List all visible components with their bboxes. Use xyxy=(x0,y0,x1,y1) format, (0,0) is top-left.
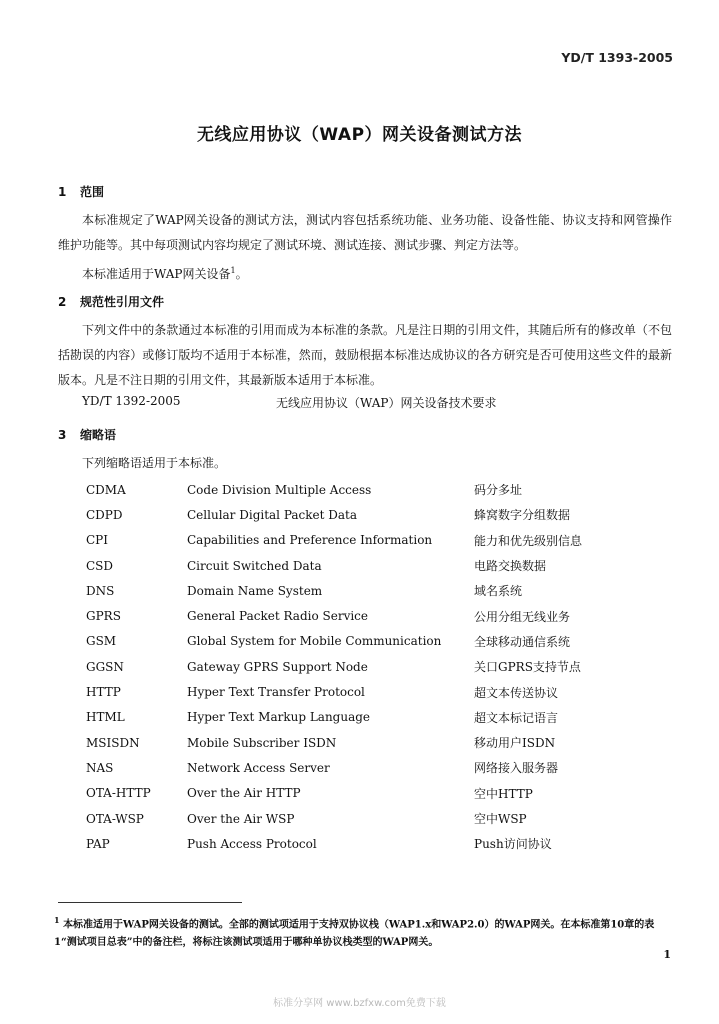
section-number: 1 xyxy=(58,185,67,199)
applicability-text: 本标准适用于WAP网关设备 xyxy=(82,267,231,281)
abbreviation-row xyxy=(86,781,646,806)
abbreviation-row xyxy=(86,755,646,780)
section-title: 缩略语 xyxy=(80,428,117,442)
chinese-term: 域名系统 xyxy=(474,584,523,599)
abbreviation: GGSN xyxy=(86,659,124,674)
footnote-text: 本标准适用于WAP网关设备的测试。全部的测试项适用于支持双协议栈（WAP1.x和WAP2.0）的WAP网关。在本标准第10章的表1“测试项目总表”中的备注栏，将标注该测试项适用于哪种单协议栈类型的WAP网关。 xyxy=(54,919,655,949)
abbreviation: MSISDN xyxy=(86,735,140,750)
chinese-term: 电路交换数据 xyxy=(474,559,547,574)
watermark: 标准分享网 www.bzfxw.com免费下载 xyxy=(273,998,446,1009)
chinese-term: 移动用户ISDN xyxy=(474,736,556,751)
abbreviation: HTTP xyxy=(86,685,121,700)
section-2-heading xyxy=(58,293,164,310)
english-term: Push Access Protocol xyxy=(187,836,317,851)
english-term: Cellular Digital Packet Data xyxy=(187,507,358,522)
section-number: 2 xyxy=(58,295,67,309)
chinese-term: 网络接入服务器 xyxy=(474,761,559,776)
abbreviation: NAS xyxy=(86,760,114,775)
chinese-term: 全球移动通信系统 xyxy=(474,634,571,649)
chinese-term: 码分多址 xyxy=(474,483,523,498)
standard-number: YD/T 1393-2005 xyxy=(561,50,673,65)
abbreviation-row xyxy=(86,553,646,578)
english-term: Mobile Subscriber ISDN xyxy=(187,735,337,750)
english-term: Capabilities and Preference Information xyxy=(187,533,433,548)
page-number: 1 xyxy=(663,948,671,961)
abbreviation-row xyxy=(86,603,646,628)
section-3-heading xyxy=(58,426,116,443)
abbreviation: OTA-HTTP xyxy=(86,786,151,801)
section-title: 范围 xyxy=(80,185,105,199)
footnote-mark: 1 xyxy=(54,915,60,925)
english-term: Over the Air WSP xyxy=(187,811,295,826)
scope-applicability xyxy=(58,258,672,287)
footnote-ref[interactable]: 1 xyxy=(230,266,236,275)
reference-title: 无线应用协议（WAP）网关设备技术要求 xyxy=(276,396,497,410)
abbreviation: CSD xyxy=(86,558,114,573)
abbreviation-row xyxy=(86,629,646,654)
section-1-heading xyxy=(58,183,104,200)
english-term: Global System for Mobile Communication xyxy=(187,634,442,649)
normative-paragraph: 下列文件中的条款通过本标准的引用而成为本标准的条款。凡是注日期的引用文件，其随后所有的修改单（不包括勘误的内容）或修订版均不适用于本标准，然而，鼓励根据本标准达成协议的各方研究是否可使用这些文件的最新版本。凡是不注日期的引用文件，其最新版本适用于本标准。 xyxy=(58,323,672,387)
english-term: Network Access Server xyxy=(187,760,330,775)
abbreviation-row xyxy=(86,831,646,856)
abbreviation: GSM xyxy=(86,634,117,649)
abbreviation-row xyxy=(86,578,646,603)
abbreviation-row xyxy=(86,679,646,704)
document-title: 无线应用协议（WAP）网关设备测试方法 xyxy=(196,125,523,145)
abbreviations-table xyxy=(86,477,646,856)
english-term: Gateway GPRS Support Node xyxy=(187,659,368,674)
applicability-end: 。 xyxy=(235,267,248,281)
english-term: Hyper Text Transfer Protocol xyxy=(187,685,365,700)
scope-paragraph: 本标准规定了WAP网关设备的测试方法，测试内容包括系统功能、业务功能、设备性能、协议支持和网管操作维护功能等。其中每项测试内容均规定了测试环境、测试连接、测试步骤、判定方法等。 xyxy=(58,213,672,252)
abbreviation-row xyxy=(86,528,646,553)
chinese-term: 蜂窝数字分组数据 xyxy=(474,508,571,523)
chinese-term: 关口GPRS支持节点 xyxy=(474,660,581,675)
abbreviation: DNS xyxy=(86,583,115,598)
english-term: General Packet Radio Service xyxy=(187,609,369,624)
chinese-term: 公用分组无线业务 xyxy=(474,609,571,624)
chinese-term: 超文本传送协议 xyxy=(474,685,559,700)
chinese-term: 超文本标记语言 xyxy=(474,710,559,725)
reference-code: YD/T 1392-2005 xyxy=(82,394,181,408)
abbreviation-row xyxy=(86,705,646,730)
abbreviation: HTML xyxy=(86,710,125,725)
section-2-body xyxy=(58,318,672,393)
chinese-term: Push访问协议 xyxy=(474,837,552,852)
abbreviation-row xyxy=(86,730,646,755)
footnote xyxy=(54,911,674,952)
abbreviation: CDMA xyxy=(86,482,126,497)
english-term: Domain Name System xyxy=(187,583,323,598)
english-term: Over the Air HTTP xyxy=(187,786,301,801)
abbreviations-intro: 下列缩略语适用于本标准。 xyxy=(82,456,227,470)
abbreviation: GPRS xyxy=(86,609,121,624)
section-title: 规范性引用文件 xyxy=(80,295,165,309)
abbreviation: PAP xyxy=(86,836,110,851)
abbreviation: CDPD xyxy=(86,507,123,522)
footnote-divider xyxy=(58,902,242,903)
abbreviation-row xyxy=(86,654,646,679)
abbreviation: CPI xyxy=(86,533,108,548)
abbreviation: OTA-WSP xyxy=(86,811,144,826)
english-term: Code Division Multiple Access xyxy=(187,482,372,497)
chinese-term: 空中WSP xyxy=(474,812,527,826)
abbreviation-row xyxy=(86,502,646,527)
chinese-term: 空中HTTP xyxy=(474,786,533,801)
chinese-term: 能力和优先级别信息 xyxy=(474,533,583,548)
abbreviation-row xyxy=(86,477,646,502)
english-term: Hyper Text Markup Language xyxy=(187,710,371,725)
section-number: 3 xyxy=(58,428,67,442)
abbreviation-row xyxy=(86,806,646,831)
section-1-body xyxy=(58,208,672,287)
english-term: Circuit Switched Data xyxy=(187,558,322,573)
